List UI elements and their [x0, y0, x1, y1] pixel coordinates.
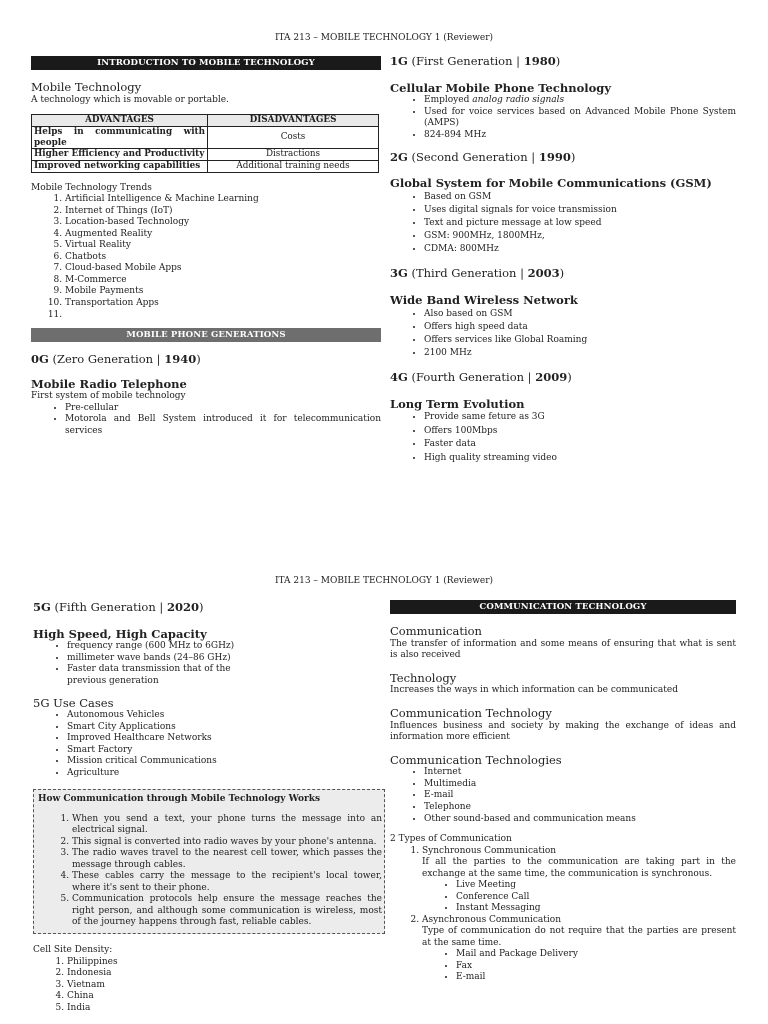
- list-item: • Offers high speed data: [424, 321, 736, 334]
- sync-description: If all the parties to the communication are taking part in the exchange at the same time, the communication is synchronous.: [422, 857, 736, 879]
- wide-band-heading: Wide Band Wireless Network: [390, 292, 578, 307]
- table-row: [32, 126, 379, 148]
- communication-heading: Communication: [390, 624, 482, 638]
- list-item: • Live Meeting: [456, 880, 736, 892]
- page1-left-column: [31, 56, 381, 438]
- sync-examples-list: [422, 880, 736, 915]
- list-item: • Text and picture message at low speed: [424, 217, 736, 230]
- list-item: • Faster data transmission that of the previous generation: [67, 664, 267, 687]
- async-description: Type of communication do not require that the parties are present at the same time.: [422, 926, 736, 948]
- communication-technologies-heading: Communication Technologies: [390, 752, 562, 767]
- page-header: ITA 213 – MOBILE TECHNOLOGY 1 (Reviewer): [274, 33, 494, 43]
- section-bar-intro: INTRODUCTION TO MOBILE TECHNOLOGY: [31, 56, 381, 70]
- list-item: 1. When you send a text, your phone turns the message into an electrical signal.: [72, 814, 382, 837]
- list-item: • Telephone: [424, 802, 736, 814]
- list-item: 2. Asynchronous Communication Type of communication do not require that the parties are present at the same time. • Mail and Package Delivery • Fax • E-mail: [422, 915, 736, 984]
- list-item: 3. Vietnam: [67, 980, 379, 992]
- cellular-heading: Cellular Mobile Phone Technology: [390, 80, 612, 95]
- list-item: • E-mail: [424, 790, 736, 802]
- list-item: • millimeter wave bands (24–86 GHz): [67, 653, 267, 665]
- communication-technology-definition: Influences business and society by making the exchange of ideas and information more efficient: [390, 720, 736, 743]
- list-item: 4. Augmented Reality: [65, 229, 381, 241]
- cell-site-density-list: [33, 957, 379, 1015]
- list-item: 5. India: [67, 1003, 379, 1015]
- list-item: • Mail and Package Delivery: [456, 949, 736, 961]
- use-cases-heading: 5G Use Cases: [33, 695, 114, 710]
- list-item: • Also based on GSM: [424, 308, 736, 321]
- disadvantage-cell: Additional training needs: [208, 161, 379, 173]
- communication-technologies-list: [390, 767, 736, 825]
- list-item: • Conference Call: [456, 892, 736, 904]
- list-item: • Offers services like Global Roaming: [424, 334, 736, 347]
- list-item: • CDMA: 800MHz: [424, 243, 736, 256]
- generation-2g-heading: 2G (Second Generation | 1990): [390, 149, 576, 164]
- list-item: • Employed analog radio signals: [424, 95, 736, 107]
- list-item: • 824-894 MHz: [424, 130, 736, 142]
- trends-heading: Mobile Technology Trends: [31, 182, 152, 193]
- list-item: 1. Philippines: [67, 957, 379, 969]
- how-it-works-box: [33, 789, 385, 934]
- list-item: • Autonomous Vehicles: [67, 710, 379, 722]
- list-item: [65, 310, 381, 322]
- list-item: • frequency range (600 MHz to 6GHz): [67, 641, 267, 653]
- advantage-cell: Improved networking capabilities: [32, 161, 208, 173]
- trends-list: [31, 194, 381, 321]
- g3-list: [390, 308, 736, 360]
- cell-site-density-heading: Cell Site Density:: [33, 944, 113, 955]
- list-item: • 2100 MHz: [424, 347, 736, 360]
- generation-1g-heading: 1G (First Generation | 1980): [390, 54, 561, 68]
- table-row: [32, 149, 379, 161]
- list-item: • Smart City Applications: [67, 722, 379, 734]
- list-item: • Fax: [456, 961, 736, 973]
- advantage-cell: Higher Efficiency and Productivity: [32, 149, 208, 161]
- communication-technology-heading: Communication Technology: [390, 705, 552, 720]
- list-item: • Based on GSM: [424, 191, 736, 204]
- list-item: • Faster data: [424, 438, 736, 452]
- page-header: ITA 213 – MOBILE TECHNOLOGY 1 (Reviewer): [274, 576, 494, 586]
- list-item: 1. Artificial Intelligence & Machine Learning: [65, 194, 381, 206]
- generation-0g-heading: 0G (Zero Generation | 1940): [31, 352, 201, 367]
- list-item: 5. Communication protocols help ensure the message reaches the right person, and although some communication is wireless, most of the journey happens through fast, reliable cables.: [72, 894, 382, 929]
- technology-definition: Increases the ways in which information can be communicated: [390, 685, 678, 696]
- gsm-heading: Global System for Mobile Communications (GSM): [390, 176, 712, 191]
- list-item: 9. Mobile Payments: [65, 286, 381, 298]
- table-header-row: [32, 115, 379, 127]
- list-item: 3. The radio waves travel to the nearest cell tower, which passes the message through cables.: [72, 848, 382, 871]
- async-examples-list: [422, 949, 736, 984]
- mobile-technology-definition: A technology which is movable or portable.: [31, 94, 229, 105]
- use-cases-list: [33, 710, 379, 779]
- table-row: [32, 161, 379, 173]
- advantage-cell: Helps in communicating with people: [32, 126, 208, 148]
- list-item: 2. This signal is converted into radio waves by your phone's antenna.: [72, 837, 382, 849]
- g1-list: [390, 95, 736, 141]
- list-item: 6. Chatbots: [65, 252, 381, 264]
- section-bar-generations: MOBILE PHONE GENERATIONS: [31, 328, 381, 342]
- list-item: • Uses digital signals for voice transmission: [424, 204, 736, 217]
- list-item: • Internet: [424, 767, 736, 779]
- list-item: • Used for voice services based on Advanced Mobile Phone System (AMPS): [424, 107, 736, 130]
- generation-5g-heading: 5G (Fifth Generation | 2020): [33, 600, 204, 614]
- list-item: • Motorola and Bell System introduced it for telecommunication services: [65, 414, 381, 437]
- table-header: DISADVANTAGES: [208, 115, 379, 127]
- list-item: 10. Transportation Apps: [65, 298, 381, 310]
- mobile-technology-heading: Mobile Technology: [31, 80, 142, 94]
- list-item: 2. Indonesia: [67, 968, 379, 980]
- g0-list: [31, 403, 381, 438]
- g5-list: [33, 641, 267, 687]
- types-of-communication-heading: 2 Types of Communication: [390, 834, 512, 845]
- list-item: • Offers 100Mbps: [424, 425, 736, 439]
- generation-4g-heading: 4G (Fourth Generation | 2009): [390, 369, 572, 384]
- list-item: 2. Internet of Things (IoT): [65, 206, 381, 218]
- list-item: 3. Location-based Technology: [65, 217, 381, 229]
- list-item: 7. Cloud-based Mobile Apps: [65, 263, 381, 275]
- types-of-communication-list: [390, 846, 736, 984]
- advantages-table: [31, 114, 379, 173]
- disadvantage-cell: Distractions: [208, 149, 379, 161]
- list-item: • High quality streaming video: [424, 452, 736, 466]
- list-item: • Instant Messaging: [456, 903, 736, 915]
- page1-right-column: [390, 54, 736, 465]
- list-item: 4. These cables carry the message to the recipient's local tower, where it's sent to their phone.: [72, 871, 382, 894]
- disadvantage-cell: Costs: [208, 126, 379, 148]
- list-item: • Multimedia: [424, 779, 736, 791]
- g0-description: First system of mobile technology: [31, 391, 186, 402]
- list-item: 1. Synchronous Communication If all the parties to the communication are taking part in the exchange at the same time, the communication is synchronous. • Live Meeting • Conference Call • Instant Messaging: [422, 846, 736, 915]
- list-item: 8. M-Commerce: [65, 275, 381, 287]
- list-item: • Agriculture: [67, 768, 379, 780]
- g2-list: [390, 191, 736, 256]
- list-item: • Smart Factory: [67, 745, 379, 757]
- list-item: • Improved Healthcare Networks: [67, 733, 379, 745]
- mobile-radio-telephone-heading: Mobile Radio Telephone: [31, 376, 187, 391]
- page2-left-column: [33, 600, 382, 1014]
- list-item: • Other sound-based and communication means: [424, 814, 736, 826]
- section-bar-communication: COMMUNICATION TECHNOLOGY: [390, 600, 736, 614]
- table-header: ADVANTAGES: [32, 115, 208, 127]
- communication-definition: The transfer of information and some means of ensuring that what is sent is also received: [390, 638, 736, 661]
- list-item: 4. China: [67, 991, 379, 1003]
- lte-heading: Long Term Evolution: [390, 396, 525, 411]
- list-item: • E-mail: [456, 972, 736, 984]
- how-it-works-steps: [38, 814, 382, 929]
- high-speed-heading: High Speed, High Capacity: [33, 626, 207, 641]
- list-item: • Pre-cellular: [65, 403, 381, 415]
- list-item: • Provide same feture as 3G: [424, 411, 736, 425]
- list-item: 5. Virtual Reality: [65, 240, 381, 252]
- generation-3g-heading: 3G (Third Generation | 2003): [390, 266, 565, 281]
- list-item: • Mission critical Communications: [67, 756, 379, 768]
- technology-heading: Technology: [390, 670, 457, 685]
- how-it-works-title: How Communication through Mobile Technology Works: [38, 794, 321, 805]
- list-item: • GSM: 900MHz, 1800MHz,: [424, 230, 736, 243]
- g4-list: [390, 411, 736, 465]
- page2-right-column: [390, 600, 736, 984]
